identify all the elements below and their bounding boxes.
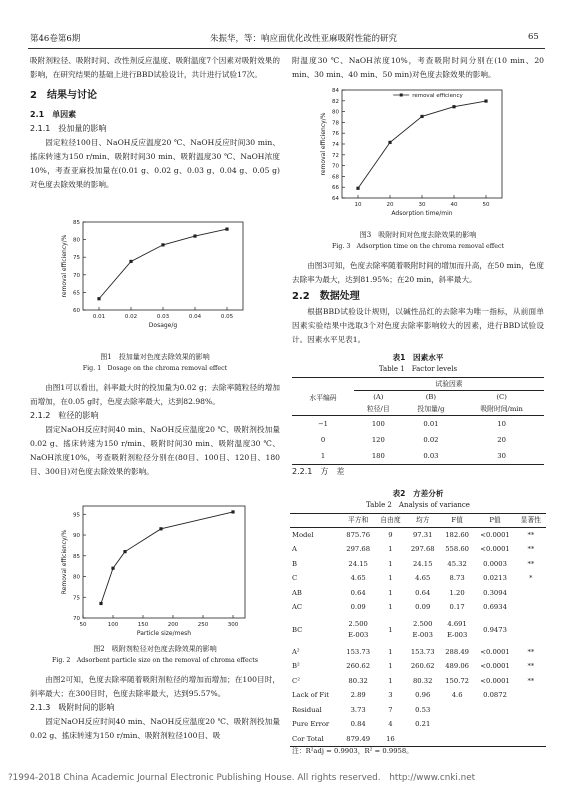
data-point xyxy=(452,105,455,108)
table-2-cell: ** xyxy=(527,676,535,685)
table-2-header: 均方 xyxy=(415,516,430,524)
table-2-cell: 0.3094 xyxy=(483,588,507,597)
y-tick-label: 80 xyxy=(73,574,80,581)
table-2-cell xyxy=(440,717,474,732)
table-2-cell: ** xyxy=(527,662,535,671)
figure-1-chart xyxy=(55,218,255,334)
y-tick-label: 82 xyxy=(332,98,339,105)
table-2-cell: 489.06 xyxy=(445,662,470,671)
table-2-cell: 2.500 E-003 xyxy=(347,619,369,639)
x-tick-label: 0.04 xyxy=(188,314,202,320)
table-2-cell: 4 xyxy=(388,720,393,729)
plot-frame xyxy=(83,222,243,310)
table-2-cell: 1 xyxy=(388,545,393,554)
x-tick-label: 300 xyxy=(227,622,239,628)
table-2-cell: 80.32 xyxy=(412,676,433,685)
data-point xyxy=(99,602,102,605)
table-1-cell: 10 xyxy=(497,420,506,428)
section-2-2-1-heading: 2.2.1 方 差 xyxy=(292,467,345,476)
table-2-cell: 0.84 xyxy=(350,720,366,729)
figure-3-caption: 图3 吸附时间对色度去除效果的影响 xyxy=(359,231,477,239)
table-2-cell: <0.0001 xyxy=(480,662,510,671)
table-2-cell: 0.64 xyxy=(350,588,366,597)
table-2-note: 注：R²adj = 0.9903，R² = 0.9958。 xyxy=(292,747,413,755)
table-2-cell: ** xyxy=(527,531,535,539)
dosage-paragraph: 固定粒径100目、NaOH反应温度20 ℃、NaOH反应时间30 min、搖床转速为150 r/min、吸附时间30 min、吸附温度30 ℃、NaOH浓度10%，考查亚麻投加量在(0.01 g、0.02 g、0.03 g、0.04 g、0.05 g)对色度去除效果的影响。 xyxy=(30,138,280,189)
table-2-cell: 260.62 xyxy=(346,662,371,671)
table-1-cell: 1 xyxy=(320,452,326,460)
y-tick-label: 95 xyxy=(73,512,80,519)
table-2-cell: 97.31 xyxy=(412,531,433,539)
table-2-cell: 558.60 xyxy=(445,545,470,554)
table-2-cell: 0.0213 xyxy=(483,574,507,583)
header-rule xyxy=(28,48,545,49)
table-2-cell: 0.17 xyxy=(449,603,465,612)
y-tick-label: 72 xyxy=(332,152,339,159)
x-tick-label: 50 xyxy=(482,202,490,208)
y-tick-label: 85 xyxy=(73,220,80,226)
data-point xyxy=(484,99,487,102)
series-line xyxy=(358,101,486,188)
table-2-cell: 4.65 xyxy=(350,574,366,583)
table-2-cell: 7 xyxy=(388,705,393,714)
y-tick-label: 70 xyxy=(73,616,80,622)
table-2-cell: 8.73 xyxy=(449,574,465,583)
running-title: 朱振华，等：响应面优化改性亚麻吸附性能的研究 xyxy=(210,34,398,44)
data-point xyxy=(123,550,126,553)
y-axis-label: removal efficiency/% xyxy=(320,112,327,176)
table-2-title-text: 方差分析 xyxy=(413,489,444,498)
x-tick-label: 20 xyxy=(386,202,394,208)
y-axis-label: removal efficiency/% xyxy=(61,234,68,298)
data-point xyxy=(129,260,132,263)
x-tick-label: 0.05 xyxy=(220,314,234,320)
table-1-cell: 0.03 xyxy=(423,452,439,460)
table-2-number: 表2 xyxy=(392,489,406,498)
table-1-cell: −1 xyxy=(317,420,329,428)
y-tick-label: 74 xyxy=(332,142,339,148)
table-2-cell: 0.6934 xyxy=(483,603,507,612)
y-tick-label: 80 xyxy=(73,237,80,244)
right-column-mid xyxy=(292,259,544,347)
table-2-cell: 150.72 xyxy=(445,676,470,685)
data-point xyxy=(159,527,162,530)
section-2-1-1-heading: 2.1.1 投加量的影响 xyxy=(30,124,107,133)
figure-3-caption-en: Fig. 3 Adsorption time on the chroma removal effect xyxy=(331,243,505,250)
table-1-cell: 0.02 xyxy=(423,436,439,444)
table-2-row-label: AC xyxy=(292,603,303,612)
table-2-cell: ** xyxy=(527,559,535,568)
table-2-cell: 1 xyxy=(388,574,393,583)
table-2 xyxy=(290,513,546,747)
journal-issue: 第46卷第6期 xyxy=(30,34,81,44)
table-2-cell: 4.6 xyxy=(451,691,463,700)
table-2-cell: 153.73 xyxy=(410,647,435,656)
legend-label: removal efficiency xyxy=(412,93,463,99)
table-2-cell xyxy=(440,732,474,747)
y-tick-label: 68 xyxy=(332,174,339,181)
x-tick-label: 30 xyxy=(418,202,426,208)
figure-1-caption: 图1 投加量对色度去除效果的影响 xyxy=(100,353,210,361)
y-tick-label: 75 xyxy=(73,255,80,262)
particle-paragraph: 固定NaOH反应时间40 min、NaOH反应温度20 ℃、吸附剂投加量0.02 g、搖床转速为150 r/min、吸附时间30 min、吸附温度30 ℃、NaOH浓度10%，考查吸附剂粒径分别在(80目、100目、120目、180目、300目)对色度去除效果的影响。 xyxy=(30,425,280,476)
table-2-cell: 1 xyxy=(388,603,393,612)
table-2-cell: 0.09 xyxy=(415,603,431,612)
table-2-cell: ** xyxy=(527,647,535,656)
data-point xyxy=(420,115,423,118)
table-2-cell xyxy=(406,732,440,747)
dosage-result-paragraph: 由图1可以看出，斜率最大时的投加量为0.02 g；去除率随粒径的增加而增加，在0.05 g时，色度去除率最大，达到82.98%。 xyxy=(30,383,280,406)
data-point xyxy=(193,234,196,237)
table-2-header: P值 xyxy=(489,516,501,524)
table-2-header: 平方和 xyxy=(347,516,369,524)
table-1-cell: 120 xyxy=(371,436,385,444)
x-tick-label: 150 xyxy=(137,622,149,628)
table-2-cell: 0.0003 xyxy=(483,559,507,568)
table-2-cell: 288.49 xyxy=(445,647,470,656)
data-point xyxy=(225,228,228,231)
table-2-cell xyxy=(516,717,546,732)
page-number: 65 xyxy=(528,32,539,42)
table-1-cell: 0 xyxy=(320,436,326,444)
table-2-cell: 2.500 E-003 xyxy=(412,619,433,639)
table-2-cell: 0.21 xyxy=(415,720,431,729)
y-tick-label: 65 xyxy=(73,290,80,297)
table-2-title-en: Table 2 Analysis of variance xyxy=(366,501,470,509)
table-2-row-label: A xyxy=(292,545,297,554)
figure-1-caption-en: Fig. 1 Dosage on the chroma removal effect xyxy=(82,365,228,372)
y-tick-label: 90 xyxy=(73,533,80,540)
x-tick-label: 0.03 xyxy=(156,314,170,320)
table-1-title xyxy=(292,352,544,364)
table-2-cell: 182.60 xyxy=(445,531,470,539)
table-1-unit: 粒径/目 xyxy=(366,405,390,413)
figure-3-chart xyxy=(312,88,512,222)
table-2-cell: 1 xyxy=(388,559,393,568)
table-2-cell: ** xyxy=(527,545,535,554)
left-column-mid xyxy=(30,381,280,479)
table-2-cell: 2.89 xyxy=(350,691,366,700)
series-line xyxy=(99,229,227,299)
table-2-cell: 260.62 xyxy=(410,662,435,671)
table-2-cell: 1 xyxy=(388,676,393,685)
table-2-cell: <0.0001 xyxy=(480,676,510,685)
y-tick-label: 70 xyxy=(73,272,80,279)
table-2-cell: 0.96 xyxy=(415,691,431,700)
table-2-row-label: Pure Error xyxy=(292,720,330,729)
left-column xyxy=(30,54,280,192)
table-2-row-label: Cor Total xyxy=(292,734,324,743)
data-point xyxy=(161,243,164,246)
table-2-row-label: B² xyxy=(292,662,300,671)
figure-2-chart xyxy=(55,502,255,640)
table-2-cell xyxy=(516,600,546,615)
table-1-col: (A) xyxy=(373,393,384,401)
y-tick-label: 60 xyxy=(73,308,80,314)
y-tick-label: 80 xyxy=(332,109,339,116)
footer-copyright: ?1994-2018 China Academic Journal Electronic Publishing House. All rights reserved. http://www.cnki.net xyxy=(8,773,476,783)
section-2-2-heading: 2.2 数据处理 xyxy=(292,291,360,302)
table-2-cell xyxy=(516,586,546,601)
x-axis-label: Adsorption time/min xyxy=(391,210,453,217)
table-2-row-label: C² xyxy=(292,676,300,685)
table-2-cell: 3.73 xyxy=(350,705,366,714)
data-point xyxy=(97,297,100,300)
table-2-row-label: C xyxy=(292,574,298,583)
table-2-cell: 0.0872 xyxy=(483,691,507,700)
figure-2-caption-en: Fig. 2 Adsorbent particle size on the removal of chroma effects xyxy=(51,657,258,664)
table-2-cell: 153.73 xyxy=(346,647,371,656)
x-tick-label: 250 xyxy=(197,622,209,628)
y-tick-label: 66 xyxy=(332,185,339,192)
table-2-cell: 9 xyxy=(388,531,393,539)
table-1-cell: 30 xyxy=(497,452,506,460)
table-2-cell: 24.15 xyxy=(348,559,368,568)
table-2-cell xyxy=(474,703,515,718)
y-tick-label: 70 xyxy=(332,163,339,170)
legend-marker xyxy=(400,94,403,97)
particle-result-paragraph: 由图2可知，色度去除率随着吸附剂粒径的增加而增加；在100目时，斜率最大；在300目时，色度去除率最大，达到95.57%。 xyxy=(30,675,280,698)
table-1-title-text: 因素水平 xyxy=(413,353,444,362)
table-2-cell: 1 xyxy=(388,647,393,656)
table-2-cell xyxy=(516,688,546,703)
table-2-cell: 1.20 xyxy=(449,588,465,597)
table-2-cell: 297.68 xyxy=(346,545,371,554)
y-tick-label: 76 xyxy=(332,131,339,138)
table-1-number: 表1 xyxy=(392,353,406,362)
table-2-cell: 24.15 xyxy=(412,559,433,568)
table-2-cell: <0.0001 xyxy=(480,531,510,539)
data-point xyxy=(356,187,359,190)
table-2-cell: 45.32 xyxy=(447,559,467,568)
table-1-title-en: Table 1 Factor levels xyxy=(378,365,458,373)
intro-paragraph: 吸附剂粒径、吸附时间、改性剂反应温度、吸附温度7个因素对吸附效果的影响，在研究结果的基础上进行BBD试验设计，共计进行试验17次。 xyxy=(30,56,280,79)
table-2-cell: 1 xyxy=(388,588,393,597)
table-2-cell xyxy=(440,703,474,718)
y-tick-label: 64 xyxy=(332,196,339,202)
data-point xyxy=(388,141,391,144)
x-tick-label: 200 xyxy=(167,622,179,628)
table-1-col: (C) xyxy=(496,393,507,401)
table-2-row-label: A² xyxy=(292,647,300,656)
table-2-row-label: BC xyxy=(292,625,303,634)
plot-frame xyxy=(83,506,245,618)
table-2-cell: 875.76 xyxy=(346,531,371,539)
table-2-header: 自由度 xyxy=(380,516,401,524)
time-paragraph-cont: 附温度30 ℃、NaOH浓度10%，考查吸附时间分别在(10 min、20 min、30 min、40 min、50 min)对色度去除效果的影响。 xyxy=(292,56,544,79)
table-2-cell: 3 xyxy=(388,691,393,700)
table-2-cell: 0.64 xyxy=(415,588,431,597)
table-2-cell: 4.691 E-003 xyxy=(446,619,468,639)
data-point xyxy=(111,567,114,570)
table-1-col: (B) xyxy=(425,393,437,401)
table-2-cell: 879.49 xyxy=(346,734,371,743)
table-2-row-label: Residual xyxy=(292,705,322,714)
table-2-cell: <0.0001 xyxy=(480,545,510,554)
table-1-cell: 180 xyxy=(371,452,385,460)
table-1-header-level: 水平编码 xyxy=(309,393,337,402)
section-2-1-3-heading: 2.1.3 吸附时间的影响 xyxy=(30,703,115,712)
y-tick-label: 75 xyxy=(73,595,80,602)
left-column-bottom xyxy=(30,673,280,743)
table-2-cell: 1 xyxy=(388,662,393,671)
plot-frame xyxy=(342,90,502,198)
table-2-cell xyxy=(474,732,515,747)
section-2-heading: 2 结果与讨论 xyxy=(30,90,97,101)
x-tick-label: 10 xyxy=(354,202,362,208)
y-tick-label: 78 xyxy=(332,120,339,127)
table-2-header xyxy=(290,514,341,528)
y-tick-label: 85 xyxy=(73,553,80,560)
table-1-cell: 0.01 xyxy=(423,420,439,428)
table-1 xyxy=(292,377,544,465)
section-2-1-2-heading: 2.1.2 粒径的影响 xyxy=(30,411,99,420)
x-tick-label: 0.02 xyxy=(124,314,138,320)
table-2-row-label: B xyxy=(292,559,297,568)
table-2-cell xyxy=(516,703,546,718)
table-2-header: 显著性 xyxy=(520,516,542,524)
x-tick-label: 50 xyxy=(79,622,87,628)
section-2-1-heading: 2.1 单因素 xyxy=(30,110,77,119)
x-tick-label: 0.01 xyxy=(92,314,106,320)
table-2-row-label: Model xyxy=(292,531,314,539)
table-2-cell: 297.68 xyxy=(410,545,435,554)
time-paragraph: 固定NaOH反应时间40 min、NaOH反应温度20 ℃、吸附剂投加量0.02 g、搖床转速为150 r/min、吸附剂粒径100目、吸 xyxy=(30,717,280,740)
table-2-cell: 0.09 xyxy=(350,603,366,612)
series-line xyxy=(101,512,233,604)
table-2-title xyxy=(292,488,544,500)
data-point xyxy=(231,510,234,513)
table-2-row-label: AB xyxy=(292,588,302,597)
x-tick-label: 100 xyxy=(107,622,119,628)
table-2-cell: 16 xyxy=(386,734,395,743)
figure-2-caption: 图2 吸附剂粒径对色度去除效果的影响 xyxy=(93,645,217,653)
table-2-cell: 0.53 xyxy=(415,705,431,714)
table-2-cell: 1 xyxy=(388,625,393,634)
time-result-paragraph: 由图3可知，色度去除率随着吸附时间的增加而升高，在50 min，色度去除率为最大，达到81.95%；在20 min，斜率最大。 xyxy=(292,261,544,284)
table-1-header-group: 试验因素 xyxy=(354,378,544,391)
table-2-cell xyxy=(516,615,546,645)
table-2-cell: * xyxy=(529,574,533,583)
table-1-unit: 投加量/g xyxy=(417,405,445,413)
table-2-cell xyxy=(516,732,546,747)
table-1-cell: 20 xyxy=(497,436,506,444)
x-axis-label: Particle size/mesh xyxy=(136,630,192,637)
table-2-cell: <0.0001 xyxy=(480,647,510,656)
table-2-cell xyxy=(474,717,515,732)
right-column-top xyxy=(292,54,544,82)
table-2-cell: 80.32 xyxy=(348,676,368,685)
data-processing-paragraph: 根据BBD试验设计规则，以碱性品红的去除率为唯一指标，从前面单因素实验结果中选取3个对色度去除率影响较大的因素，进行BBD试验设计。因素水平见表1。 xyxy=(292,307,544,344)
y-tick-label: 84 xyxy=(332,88,339,94)
table-2-header: F值 xyxy=(451,516,463,524)
table-2-cell: 0.9473 xyxy=(483,625,507,634)
table-2-cell: 4.65 xyxy=(415,574,431,583)
table-1-cell: 100 xyxy=(371,420,385,428)
y-axis-label: Removal efficiency/% xyxy=(61,529,68,595)
table-2-row-label: Lack of Fit xyxy=(292,691,330,700)
x-axis-label: Dosage/g xyxy=(148,322,178,329)
table-1-unit: 吸附时间/min xyxy=(480,405,523,413)
x-tick-label: 40 xyxy=(450,202,458,208)
